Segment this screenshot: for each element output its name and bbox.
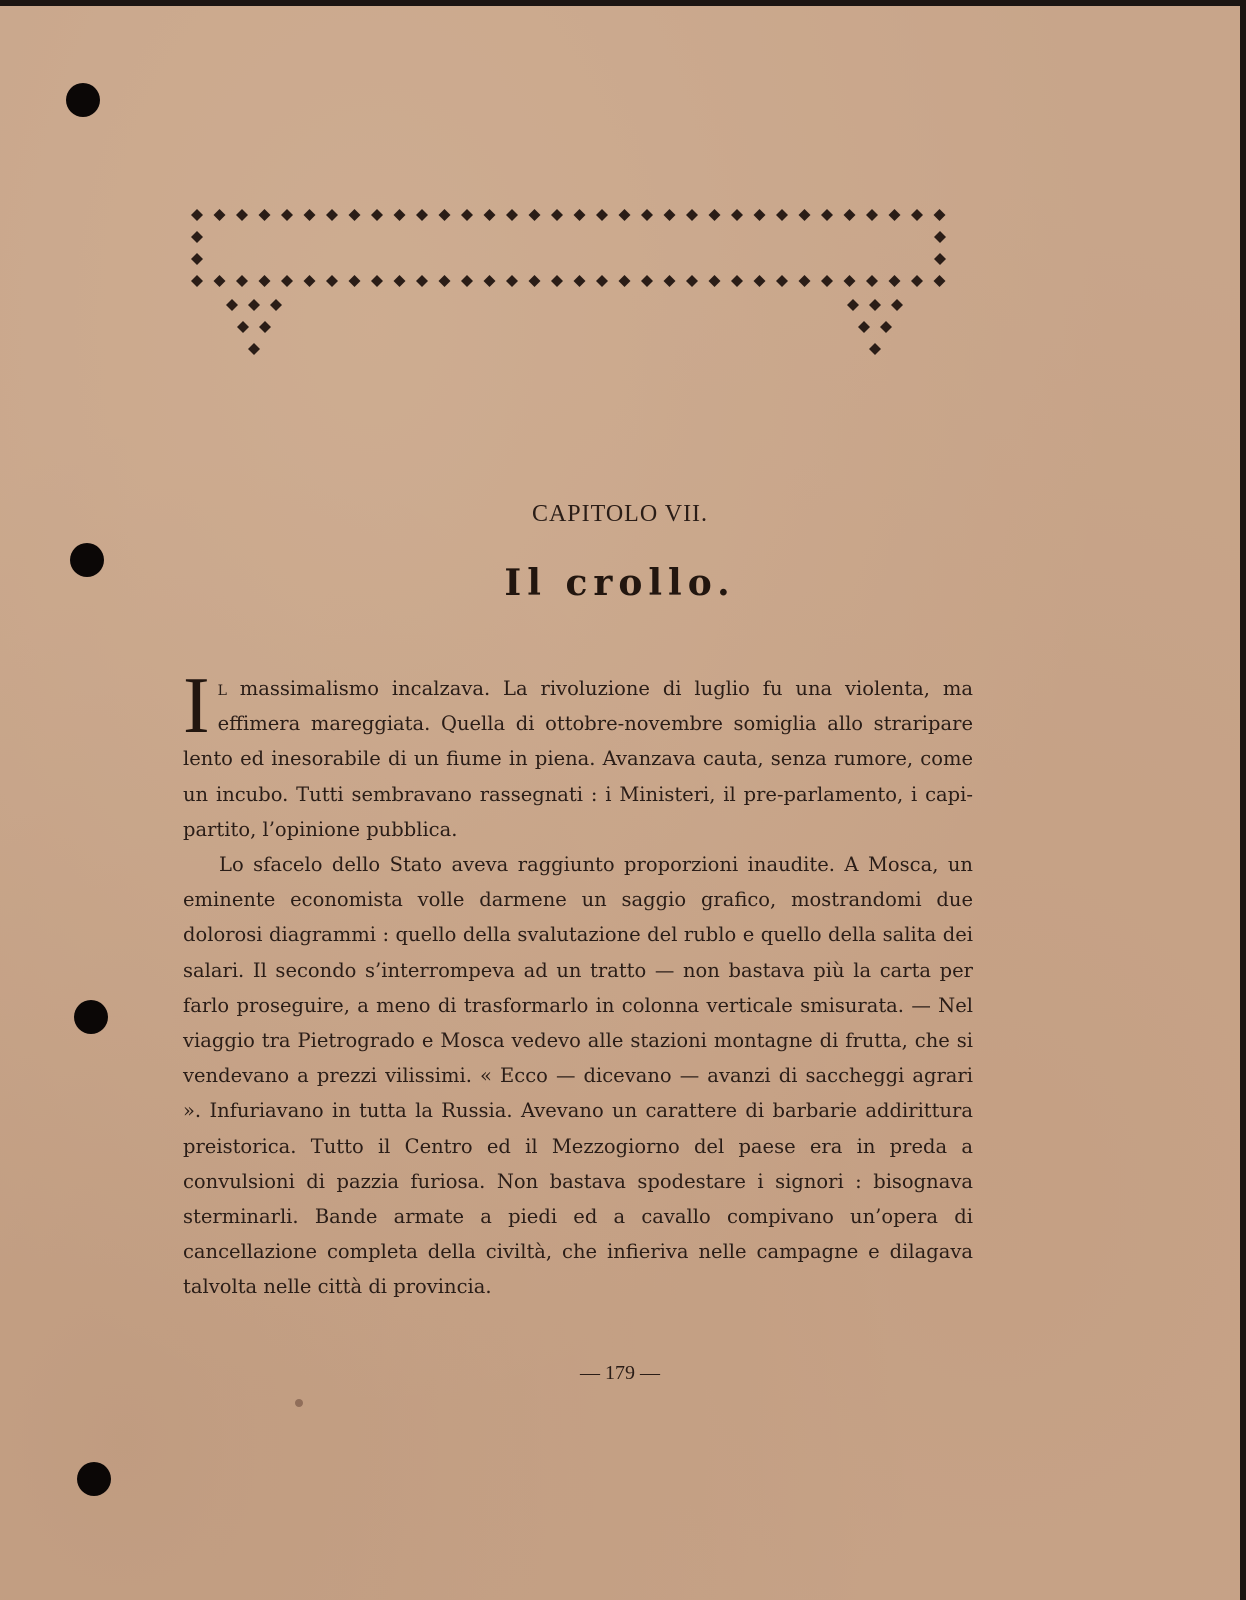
ornament-diamond	[934, 231, 946, 243]
binder-hole	[66, 83, 100, 117]
ornament-diamond	[461, 209, 473, 221]
ornament-diamond	[821, 209, 833, 221]
ornament-diamond	[619, 275, 631, 287]
ornament-diamond	[911, 209, 923, 221]
ornament-diamond	[574, 209, 586, 221]
ornament-diamond	[619, 209, 631, 221]
ornament-diamond	[214, 275, 226, 287]
ornament-diamond	[866, 275, 878, 287]
chapter-label: CAPITOLO VII.	[531, 501, 709, 527]
ornament-diamond	[641, 275, 653, 287]
chapter-title: Il crollo.	[504, 562, 736, 604]
paragraph-1	[183, 662, 973, 847]
page-number: — 179 —	[580, 1362, 660, 1384]
ornament-diamond	[934, 253, 946, 265]
ornament-diamond	[844, 275, 856, 287]
ornament-diamond	[191, 209, 203, 221]
ornament-diamond	[506, 275, 518, 287]
ornament-diamond	[709, 209, 721, 221]
ornament-diamond	[259, 275, 271, 287]
ornament-diamond	[191, 275, 203, 287]
ornament-diamond	[484, 275, 496, 287]
ornament-diamond	[226, 299, 238, 311]
ornament-diamond	[664, 209, 676, 221]
ornament-diamond	[281, 275, 293, 287]
ornament-diamond	[371, 275, 383, 287]
ornament-diamond	[191, 253, 203, 265]
ornament-diamond	[416, 275, 428, 287]
ornament-diamond	[754, 209, 766, 221]
ornament-diamond	[891, 299, 903, 311]
ornament-diamond	[731, 275, 743, 287]
ornament-diamond	[394, 275, 406, 287]
ornament-diamond	[439, 275, 451, 287]
ornament-diamond	[866, 209, 878, 221]
ornament-diamond	[248, 299, 260, 311]
ornament-diamond	[847, 299, 859, 311]
book-page	[0, 6, 1240, 1600]
ornament-diamond	[416, 209, 428, 221]
ornament-diamond	[259, 321, 271, 333]
ornament-diamond	[664, 275, 676, 287]
ornament-diamond	[349, 275, 361, 287]
ornament-diamond	[799, 209, 811, 221]
ornament-diamond	[326, 209, 338, 221]
ornament-diamond	[889, 209, 901, 221]
ornament-diamond	[529, 275, 541, 287]
binder-hole	[77, 1462, 111, 1496]
ornament-diamond	[214, 209, 226, 221]
ornament-diamond	[709, 275, 721, 287]
ornament-diamond	[326, 275, 338, 287]
ornament-diamond	[236, 209, 248, 221]
ornament-diamond	[686, 209, 698, 221]
ornament-diamond	[281, 209, 293, 221]
ornament-diamond	[484, 209, 496, 221]
ornament-diamond	[686, 275, 698, 287]
paragraph-1-text: massimalismo incalzava. La rivoluzione di luglio fu una violenta, ma effimera mareggiata. Quella di ottobre-novembre somiglia allo straripare lento ed inesorabile di un fiume in piena. Avanzava cauta, senza rumore, come un incubo. Tutti sembravano rassegnati : i Ministeri, il pre-parlamento, i capi-partito, l’opinione pubblica.	[183, 677, 973, 841]
ornament-diamond	[237, 321, 249, 333]
ornament-diamond	[304, 209, 316, 221]
ornament-diamond	[439, 209, 451, 221]
drop-cap: I	[183, 662, 210, 750]
ornament-diamond	[259, 209, 271, 221]
ornament-diamond	[529, 209, 541, 221]
ornament-diamond	[934, 275, 946, 287]
ornament-diamond	[799, 275, 811, 287]
ornament-diamond	[506, 209, 518, 221]
ornament-diamond	[574, 275, 586, 287]
ornament-diamond	[596, 275, 608, 287]
ornament-diamond	[236, 275, 248, 287]
ornament-diamond	[596, 209, 608, 221]
ornament-diamond	[911, 275, 923, 287]
paper-speck	[295, 1399, 303, 1407]
ornament-diamond	[869, 299, 881, 311]
ornament-diamond	[551, 209, 563, 221]
ornament-diamond	[461, 275, 473, 287]
ornament-diamond	[754, 275, 766, 287]
ornament-diamond	[551, 275, 563, 287]
binder-hole	[74, 1000, 108, 1034]
ornament-diamond	[776, 209, 788, 221]
ornament-diamond	[394, 209, 406, 221]
ornament-diamond	[858, 321, 870, 333]
decorative-ornament	[188, 201, 968, 371]
ornament-diamond	[731, 209, 743, 221]
ornament-diamond	[349, 209, 361, 221]
ornament-diamond	[641, 209, 653, 221]
ornament-diamond	[821, 275, 833, 287]
ornament-diamond	[191, 231, 203, 243]
body-text	[183, 662, 973, 1305]
lead-letter: l	[217, 677, 227, 700]
ornament-diamond	[844, 209, 856, 221]
ornament-diamond	[371, 209, 383, 221]
paragraph-2: Lo sfacelo dello Stato aveva raggiunto proporzioni inaudite. A Mosca, un eminente economista volle darmene un saggio grafico, mostrandomi due dolorosi diagrammi : quello della svalutazione del rublo e quello della salita dei salari. Il secondo s’interrompeva ad un tratto — non bastava più la carta per farlo proseguire, a meno di trasformarlo in colonna verticale smisurata. — Nel viaggio tra Pietrogrado e Mosca vedevo alle stazioni montagne di frutta, che si vendevano a prezzi vilissimi. « Ecco — dicevano — avanzi di saccheggi agrari ». Infuriavano in tutta la Russia. Avevano un carattere di barbarie addirittura preistorica. Tutto il Centro ed il Mezzogiorno del paese era in preda a convulsioni di pazzia furiosa. Non bastava spodestare i signori : bisognava sterminarli. Bande armate a piedi ed a cavallo compivano un’opera di cancellazione completa della civiltà, che infieriva nelle campagne e dilagava talvolta nelle città di provincia.	[183, 853, 973, 1299]
ornament-diamond	[776, 275, 788, 287]
ornament-diamond	[304, 275, 316, 287]
ornament-diamond	[934, 209, 946, 221]
ornament-diamond	[248, 343, 260, 355]
ornament-diamond	[270, 299, 282, 311]
ornament-diamond	[869, 343, 881, 355]
ornament-diamond	[880, 321, 892, 333]
ornament-diamond	[889, 275, 901, 287]
